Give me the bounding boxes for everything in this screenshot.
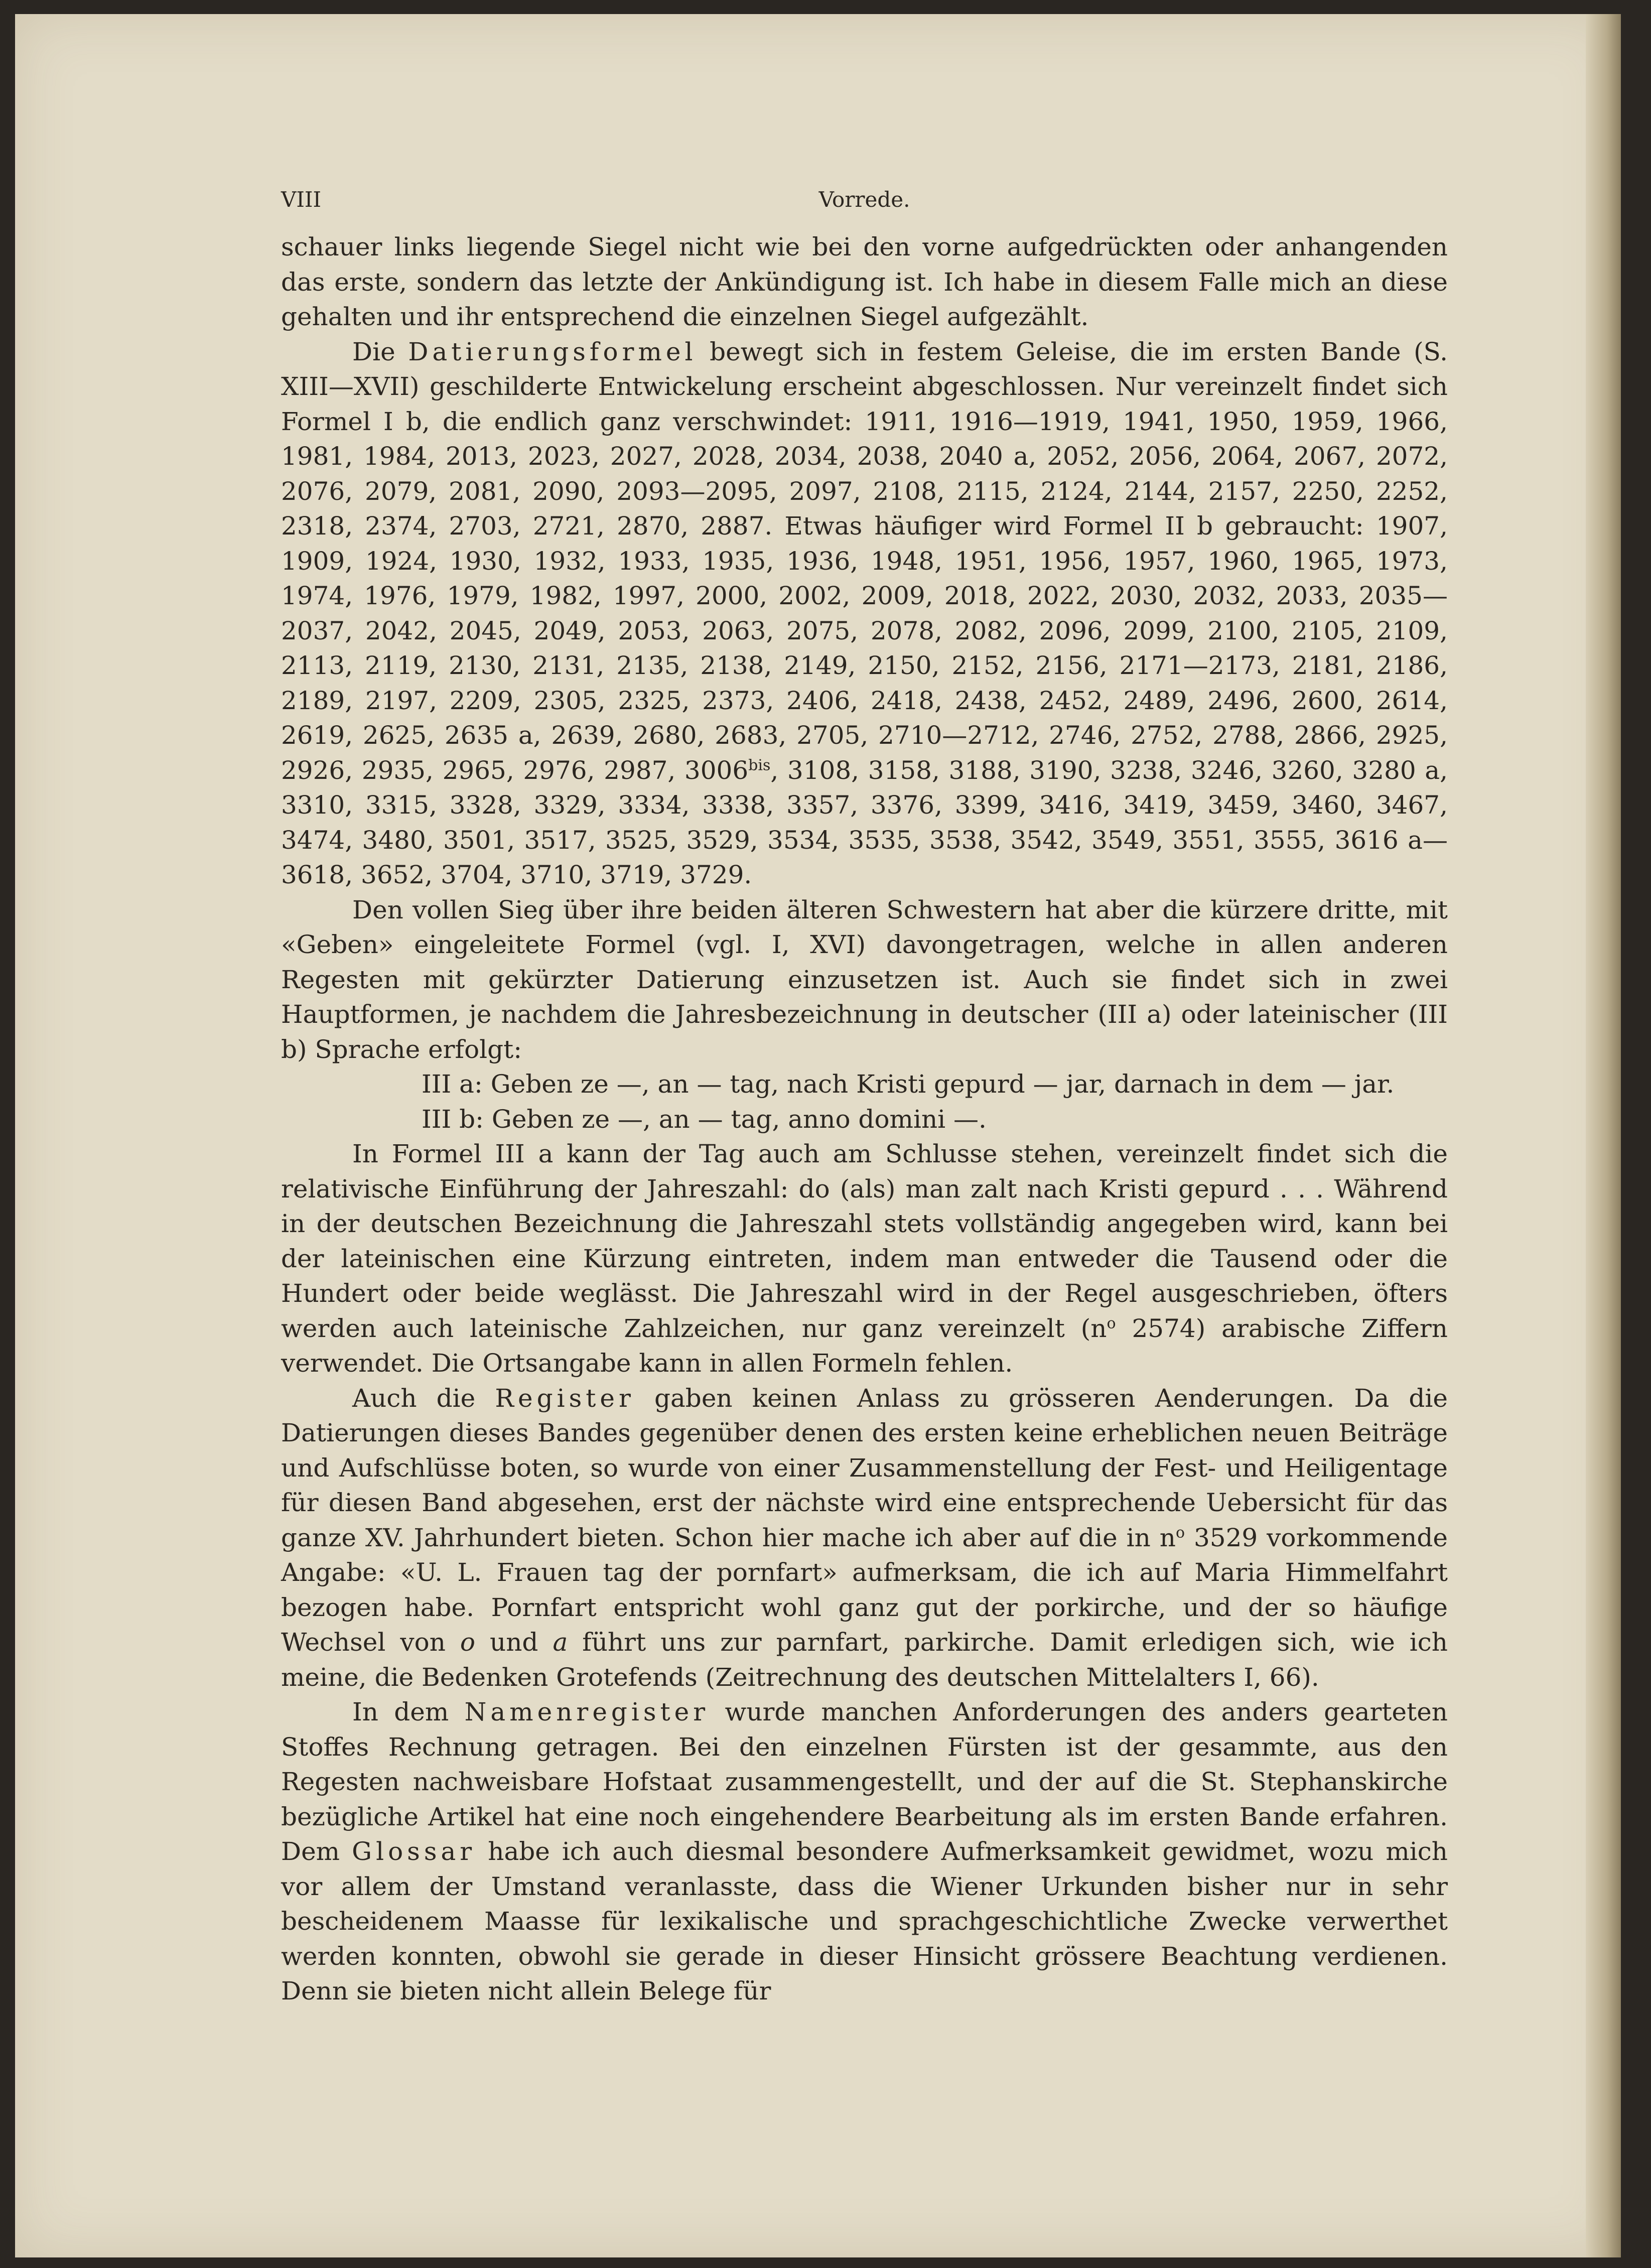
- formula-iiia: [281, 1067, 1448, 1102]
- term-namenregister: Namenregister: [464, 1697, 710, 1726]
- page-number: VIII: [281, 187, 322, 212]
- paragraph-continuation: [281, 230, 1448, 335]
- paragraph-datierungsformel: [281, 335, 1448, 893]
- term-glossar: Glossar: [352, 1837, 476, 1866]
- book-page: [15, 14, 1621, 2257]
- italic-letter-o: o: [460, 1628, 476, 1657]
- page-spine-shadow: [1586, 14, 1621, 2257]
- running-head: [281, 180, 1448, 220]
- paragraph-text: 2574) arabische Ziffern verwendet. Die Ortsangabe kann in allen Formeln fehlen.: [281, 1313, 1448, 1378]
- paragraph-text: Den vollen Sieg über ihre beiden älteren Schwestern hat aber die kürzere dritte, mit «Geben» eingeleitete Formel (vgl. I, XVI) davongetragen, welche in allen anderen Regesten mit gekürzter Datierung einzusetzen ist. Auch sie findet sich in zwei Hauptformen, je nachdem die Jahresbezeichnung in deutscher (III a) oder lateinischer (III b) Sprache erfolgt:: [281, 895, 1448, 1064]
- italic-letter-a: a: [553, 1628, 568, 1657]
- paragraph-text: gaben keinen Anlass zu grösseren Aenderungen. Da die Datierungen dieses Bandes gegenüber denen des ersten keine erheblichen neuen Beiträge und Aufschlüsse boten, so wurde von einer Zusammenstellung der Fest- und Heiligentage für diesen Band abgesehen, erst der nächste wird eine entsprechende Uebersicht für das ganze XV. Jahrhundert bieten. Schon hier mache ich aber auf die in n: [281, 1383, 1448, 1552]
- term-datierungsformel: Datierungsformel: [408, 337, 697, 366]
- formula-text: III a: Geben ze —, an — tag, nach Kristi gepurd — jar, darnach in dem — jar.: [422, 1070, 1395, 1099]
- paragraph-text: bewegt sich in festem Geleise, die im ersten Bande (S. XIII—XVII) geschilderte Entwickelung erscheint abgeschlossen. Nur vereinzelt findet sich Formel I b, die endlich ganz verschwindet: 1911, 1916—1919, 1941, 1950, 1959, 1966, 1981, 1984, 2013, 2023, 2027, 2028, 2034, 2038, 2040 a, 2052, 2056, 2064, 2067, 2072, 2076, 2079, 2081, 2090, 2093—2095, 2097, 2108, 2115, 2124, 2144, 2157, 2250, 2252, 2318, 2374, 2703, 2721, 2870, 2887. Etwas häufiger wird Formel II b gebraucht: 1907, 1909, 1924, 1930, 1932, 1933, 1935, 1936, 1948, 1951, 1956, 1957, 1960, 1965, 1973, 1974, 1976, 1979, 1982, 1997, 2000, 2002, 2009, 2018, 2022, 2030, 2032, 2033, 2035—2037, 2042, 2045, 2049, 2053, 2063, 2075, 2078, 2082, 2096, 2099, 2100, 2105, 2109, 2113, 2119, 2130, 2131, 2135, 2138, 2149, 2150, 2152, 2156, 2171—2173, 2181, 2186, 2189, 2197, 2209, 2305, 2325, 2373, 2406, 2418, 2438, 2452, 2489, 2496, 2600, 2614, 2619, 2625, 2635 a, 2639, 2680, 2683, 2705, 2710—2712, 2746, 2752, 2788, 2866, 2925, 2926, 2935, 2965, 2976, 2987, 3006: [281, 337, 1448, 785]
- paragraph-namenregister: [281, 1695, 1448, 2009]
- paragraph-text: habe ich auch diesmal besondere Aufmerksamkeit gewidmet, wozu mich vor allem der Umstand veranlasste, dass die Wiener Urkunden bisher nur in sehr bescheidenem Maasse für lexikalische und sprachgeschichtliche Zwecke verwerthet werden konnten, obwohl sie gerade in dieser Hinsicht grössere Beachtung verdienen. Denn sie bieten nicht allein Belege für: [281, 1837, 1448, 2006]
- page-content: [281, 180, 1448, 2009]
- paragraph-lead: In dem: [352, 1697, 465, 1726]
- paragraph-geben-formel: [281, 893, 1448, 1068]
- paragraph-text: , 3108, 3158, 3188, 3190, 3238, 3246, 3260, 3280 a, 3310, 3315, 3328, 3329, 3334, 3338, 3357, 3376, 3399, 3416, 3419, 3459, 3460, 3467, 3474, 3480, 3501, 3517, 3525, 3529, 3534, 3535, 3538, 3542, 3549, 3551, 3555, 3616 a—3618, 3652, 3704, 3710, 3719, 3729.: [281, 755, 1448, 889]
- paragraph-formel-iiia: [281, 1137, 1448, 1381]
- superscript-o: o: [1175, 1523, 1185, 1541]
- superscript-o: o: [1107, 1314, 1116, 1332]
- paragraph-text: schauer links liegende Siegel nicht wie bei den vorne aufgedrückten oder anhangenden das erste, sondern das letzte der Ankündigung ist. Ich habe in diesem Falle mich an diese gehalten und ihr entsprechend die einzelnen Siegel aufgezählt.: [281, 232, 1448, 331]
- paragraph-lead: Die: [352, 337, 408, 366]
- paragraph-text: führt uns zur parnfart, parkirche. Damit erledigen sich, wie ich meine, die Bedenken Grotefends (Zeitrechnung des deutschen Mittelalters I, 66).: [281, 1628, 1448, 1692]
- formula-iiib: [281, 1102, 1448, 1137]
- running-title: Vorrede.: [818, 187, 910, 212]
- paragraph-lead: Auch die: [352, 1383, 495, 1413]
- paragraph-text: wurde manchen Anforderungen des anders gearteten Stoffes Rechnung getragen. Bei den einzelnen Fürsten ist der gesammte, aus den Regesten nachweisbare Hofstaat zusammengestellt, und der auf die St. Stephanskirche bezügliche Artikel hat eine noch eingehendere Bearbeitung als im ersten Bande erfahren. Dem: [281, 1697, 1448, 1866]
- paragraph-text: 3529 vorkommende Angabe: «U. L. Frauen tag der pornfart» aufmerksam, die ich auf Maria Himmelfahrt bezogen habe. Pornfart entspricht wohl ganz gut der porkirche, und der so häufige Wechsel von: [281, 1523, 1448, 1657]
- paragraph-text: In Formel III a kann der Tag auch am Schlusse stehen, vereinzelt findet sich die relativische Einführung der Jahreszahl: do (als) man zalt nach Kristi gepurd . . . Während in der deutschen Bezeichnung die Jahreszahl stets vollständig angegeben wird, kann bei der lateinischen eine Kürzung eintreten, indem man entweder die Tausend oder die Hundert oder beide weglässt. Die Jahreszahl wird in der Regel ausgeschrieben, öfters werden auch lateinische Zahlzeichen, nur ganz vereinzelt (n: [281, 1139, 1448, 1343]
- paragraph-text: und: [475, 1628, 553, 1657]
- paragraph-register: [281, 1381, 1448, 1695]
- formula-text: III b: Geben ze —, an — tag, anno domini —.: [422, 1104, 987, 1134]
- term-register: Register: [495, 1383, 635, 1413]
- superscript-bis: bis: [748, 756, 771, 774]
